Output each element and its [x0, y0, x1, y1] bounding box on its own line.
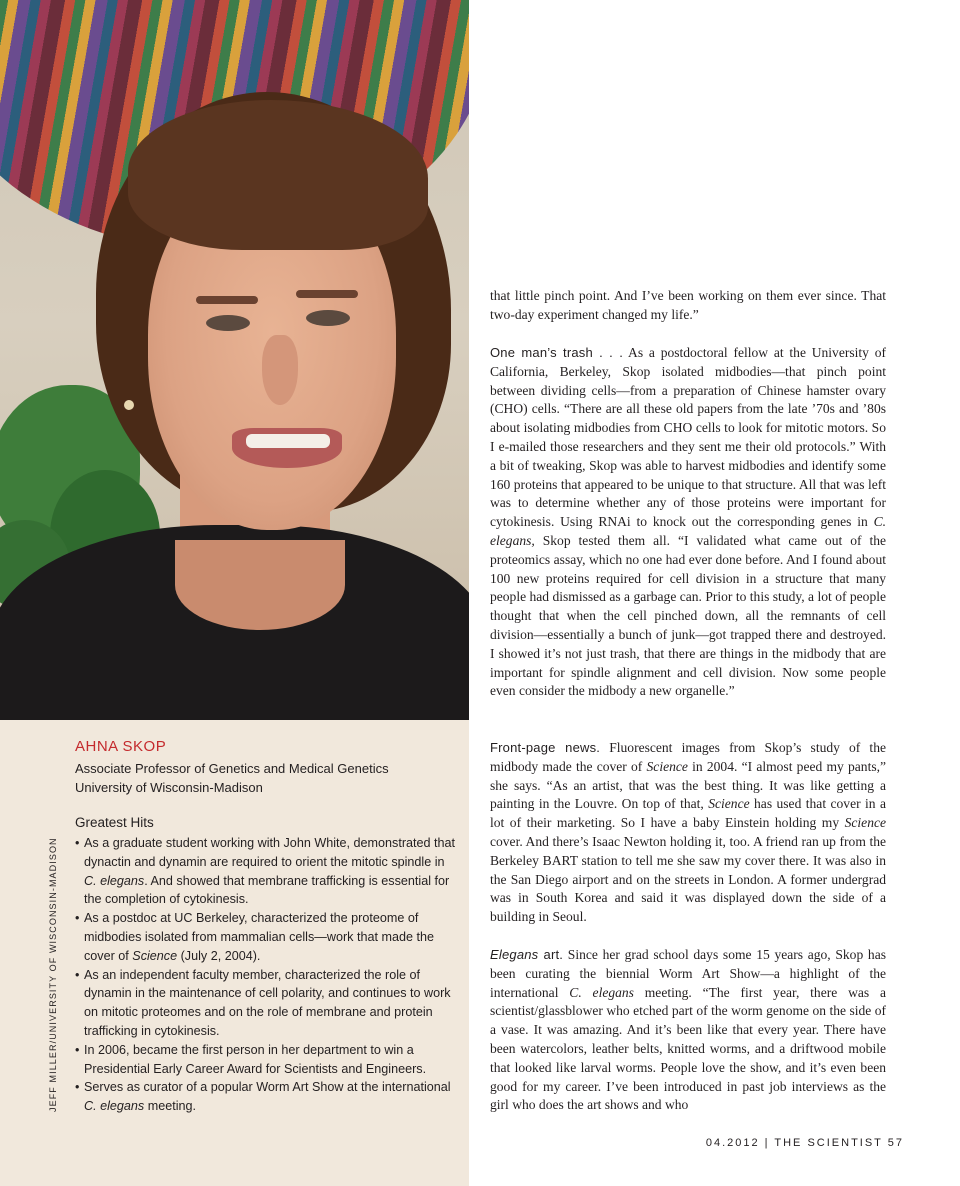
greatest-hits-list	[75, 834, 460, 1116]
list-item: • As a graduate student working with John White, demonstrated that dynactin and dynamin are required to orient the mitotic spindle in C. elegans. And showed that membrane trafficking is essential for the completion of cytokinesis.	[75, 836, 456, 907]
portrait-photo	[0, 0, 469, 720]
article-section-trash: One man’s trash . . . As a postdoctoral fellow at the University of California, Berkeley, Skop isolated midbodies—that pinch point between dividing cells—from a preparation of Chinese hamster ovary (CHO) cells. “There are all these old papers from the late ’70s and ’80s about isolating midbodies from CHO cells to look for mitotic motors. So I e-mailed those researchers and they sent me their old protocols.” With a bit of tweaking, Skop was able to harvest midbodies and identify some 160 proteins that appeared to be unique to that structure. All that was left was to determine whether any of those proteins were important for cytokinesis. Using RNAi to knock out the corresponding genes in C. elegans, Skop tested them all. “I validated what came out of the proteomics assay, which no one had ever done before. And I found about 100 new proteins required for cell division in a structure that many people had dismissed as a garbage can. Prior to this study, a lot of people thought that when the cell pinched down, all the remnants of cell division—essentially a bunch of junk—got trapped there and destroyed. I showed it’s not just trash, that there are things in the midbody that are important for spindle alignment and cell division. Now some people even consider the midbody a new organelle.”	[490, 345, 886, 699]
page-folio: 04.2012 | THE SCIENTIST 57	[705, 1137, 904, 1149]
section-lead: One man’s trash . . .	[490, 345, 624, 360]
section-lead: Elegans art.	[490, 947, 564, 962]
profile-affiliation	[75, 760, 389, 797]
profile-institution: University of Wisconsin-Madison	[75, 779, 263, 795]
greatest-hits-heading: Greatest Hits	[75, 815, 154, 830]
list-item: • Serves as curator of a popular Worm Art Show at the international C. elegans meeting.	[75, 1080, 451, 1114]
photo-credit: JEFF MILLER/UNIVERSITY OF WISCONSIN-MADISON	[48, 837, 58, 1112]
article-paragraph-continued: that little pinch point. And I’ve been working on them ever since. That two-day experiment changed my life.”	[490, 288, 886, 322]
list-item: • In 2006, became the first person in her department to win a Presidential Early Career Award for Scientists and Engineers.	[75, 1042, 427, 1076]
list-item: • As an independent faculty member, characterized the role of dynamin in the maintenance of cell polarity, and continues to work on mitotic proteomes and on the role of membrane and protein trafficking in cytokinesis.	[75, 967, 451, 1038]
article-section-front-page: Front-page news. Fluorescent images from Skop’s study of the midbody made the cover of Science in 2004. “I almost peed my pants,” she says. “As an artist, that was the best thing. It was like getting a painting in the Louvre. On top of that, Science has used that cover in a lot of their marketing. So I have a baby Einstein holding my Science cover. And there’s Isaac Newton holding it, too. A friend ran up from the Berkeley BART station to tell me she saw my cover there. It was also in the San Diego airport and on the streets in London. A former undergrad was in South Korea and said it was displayed down the side of a building in Seoul.	[490, 740, 886, 925]
profile-position: Associate Professor of Genetics and Medical Genetics	[75, 761, 389, 776]
section-lead: Front-page news.	[490, 740, 601, 755]
profile-name: AHNA SKOP	[75, 738, 167, 755]
article-section-elegans-art: Elegans art. Since her grad school days some 15 years ago, Skop has been curating the biennial Worm Art Show—a highlight of the international C. elegans meeting. “The first year, there was a scientist/glassblower who etched part of the worm genome on the side of a vase. It was amazing. And it’s been like that every year. There have been watercolors, leather belts, knitted worms, and a driftwood mobile that looked like larval worms. People love the show, and it’s even been good for my career. I’ve been introduced in past job interviews as the girl who does the art shows and who	[490, 947, 886, 1113]
list-item: • As a postdoc at UC Berkeley, characterized the proteome of midbodies isolated from mammalian cells—work that made the cover of Science (July 2, 2004).	[75, 911, 434, 963]
